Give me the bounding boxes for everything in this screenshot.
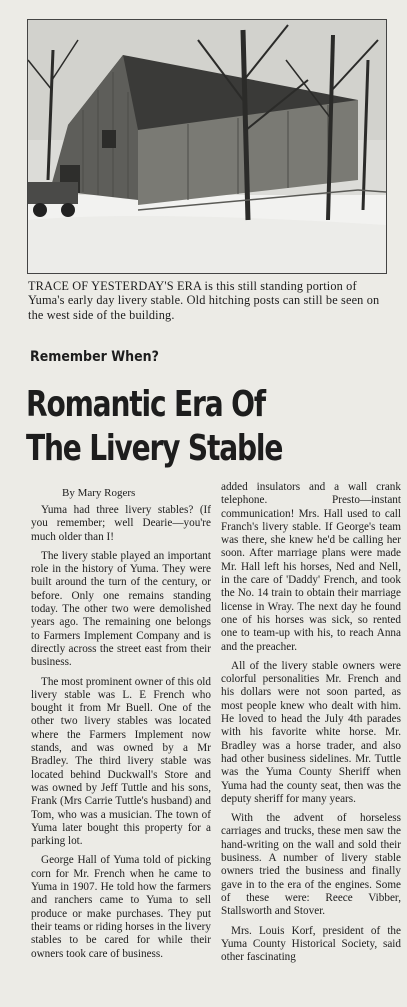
stable-photo — [27, 19, 387, 274]
article-paragraph: George Hall of Yuma told of picking corn for Mr. French when he came to Yuma in 1907. He told how the farmers and ranchers came to Yuma to sell produce or make purchases. They put their teams or riding horses in the livery stables to be cared for while their owners took care of business. — [31, 854, 211, 960]
photo-caption: TRACE OF YESTERDAY'S ERA is this still standing portion of Yuma's early day livery stable. Old hitching posts can still be seen on the west side of the building. — [28, 279, 380, 322]
headline-line-2: The Livery Stable — [26, 428, 283, 469]
article-paragraph: Mrs. Louis Korf, president of the Yuma County Historical Society, said other fascinating — [221, 924, 401, 964]
article-headline — [26, 383, 354, 471]
article-paragraph: The livery stable played an important role in the history of Yuma. They were built around the turn of the century, or before. Only one remains standing today. The other two were demolished years ago. The remaining one belongs to Farmers Implement Company and is directly across the street east from their business. — [31, 549, 211, 669]
article-paragraph: With the advent of horseless carriages and trucks, these men saw the hand-writing on the wall and sold their business. A number of livery stable owners tried the business and finally gave in to the era of the engines. Some of these were: Reece Vibber, Stallsworth and Stover. — [221, 812, 401, 918]
article-paragraph: Yuma had three livery stables? (If you remember; well Dearie—you're much older than I! — [31, 504, 211, 543]
article-paragraph: All of the livery stable owners were colorful personalities Mr. French and his dollars were not soon parted, as most people knew who dealt with him. He loved to head the July 4th parades with his favorite white horse. Mr. Bradley was a horse trader, and also had other business sidelines. Mr. Tuttle was the Yuma County Sheriff when Yuma had the county seat, then was the deputy sheriff for many years. — [221, 659, 401, 805]
stable-photo-illustration — [28, 20, 386, 273]
headline-line-1: Romantic Era Of — [26, 384, 265, 425]
article-column-left — [31, 504, 211, 1004]
article-paragraph: The most prominent owner of this old livery stable was L. E French who bought it from Mr Buell. One of the other two livery stables was located where the Farmers Implement now stands, and was owned by a Mr Bradley. The third livery stable was located behind Duckwall's Store and was owned by Jeff Tuttle and his sons, Frank (Mrs Carrie Tuttle's husband) and Tom, who was a musician. The town of Yuma later bought this property for a parking lot. — [31, 675, 211, 848]
byline: By Mary Rogers — [62, 487, 136, 499]
article-paragraph: added insulators and a wall crank telephone. Presto—instant communication! Mrs. Hall used to call Franch's livery stable. If George's team was there, she knew he'd be calling her soon. After marriage plans were made Mr. Hall left his horses, Ned and Nell, in the care of 'Daddy' French, and took the No. 14 train to obtain their marriage license in Wray. The next day he found one of his horses was sick, so rented one to team-up with his, to reach Anna and the preacher. — [221, 481, 401, 653]
article-column-right — [221, 481, 401, 1005]
section-kicker: Remember When? — [30, 349, 159, 365]
